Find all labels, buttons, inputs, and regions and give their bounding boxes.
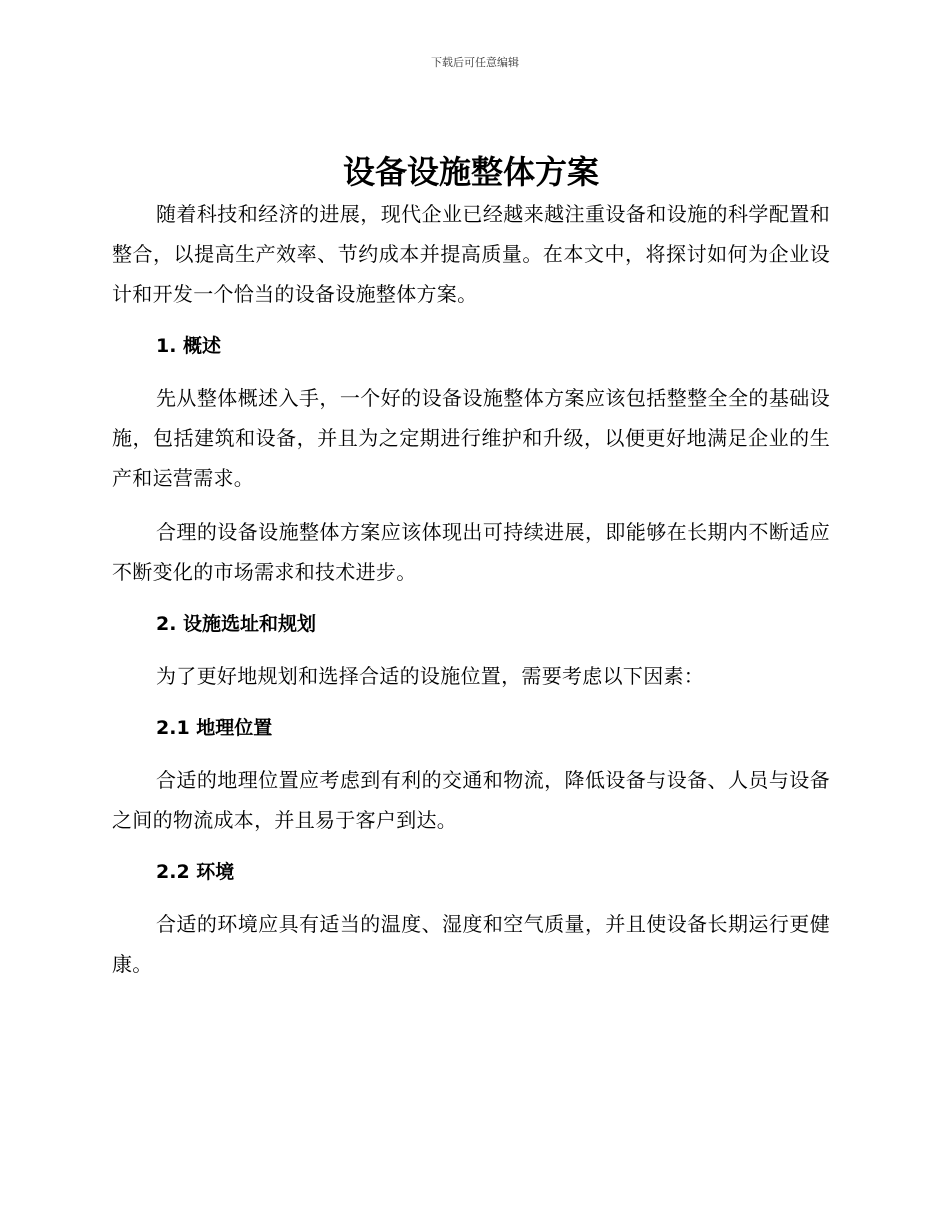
section-2-paragraph-1: 为了更好地规划和选择合适的设施位置，需要考虑以下因素： <box>156 664 705 688</box>
document-body <box>112 150 830 984</box>
section-2-1-paragraph: 合适的地理位置应考虑到有利的交通和物流，降低设备与设备、人员与设备之间的物流成本，并且易于客户到达。 <box>112 768 830 832</box>
section-2-2-heading: 2.2 环境 <box>156 861 235 883</box>
intro-paragraph: 随着科技和经济的进展，现代企业已经越来越注重设备和设施的科学配置和整合，以提高生产效率、节约成本并提高质量。在本文中，将探讨如何为企业设计和开发一个恰当的设备设施整体方案。 <box>112 202 830 306</box>
section-2-heading: 2. 设施选址和规划 <box>156 613 317 635</box>
section-1-paragraph-2: 合理的设备设施整体方案应该体现出可持续进展，即能够在长期内不断适应不断变化的市场需求和技术进步。 <box>112 520 830 584</box>
section-2-1-heading: 2.1 地理位置 <box>156 717 273 739</box>
section-1-paragraph-1: 先从整体概述入手，一个好的设备设施整体方案应该包括整整全全的基础设施，包括建筑和设备，并且为之定期进行维护和升级，以便更好地满足企业的生产和运营需求。 <box>112 386 830 490</box>
page-header-note: 下载后可任意编辑 <box>431 56 519 69</box>
section-1-heading: 1. 概述 <box>156 335 222 357</box>
document-title: 设备设施整体方案 <box>342 153 599 191</box>
section-2-2-paragraph: 合适的环境应具有适当的温度、湿度和空气质量，并且使设备长期运行更健康。 <box>112 912 830 976</box>
